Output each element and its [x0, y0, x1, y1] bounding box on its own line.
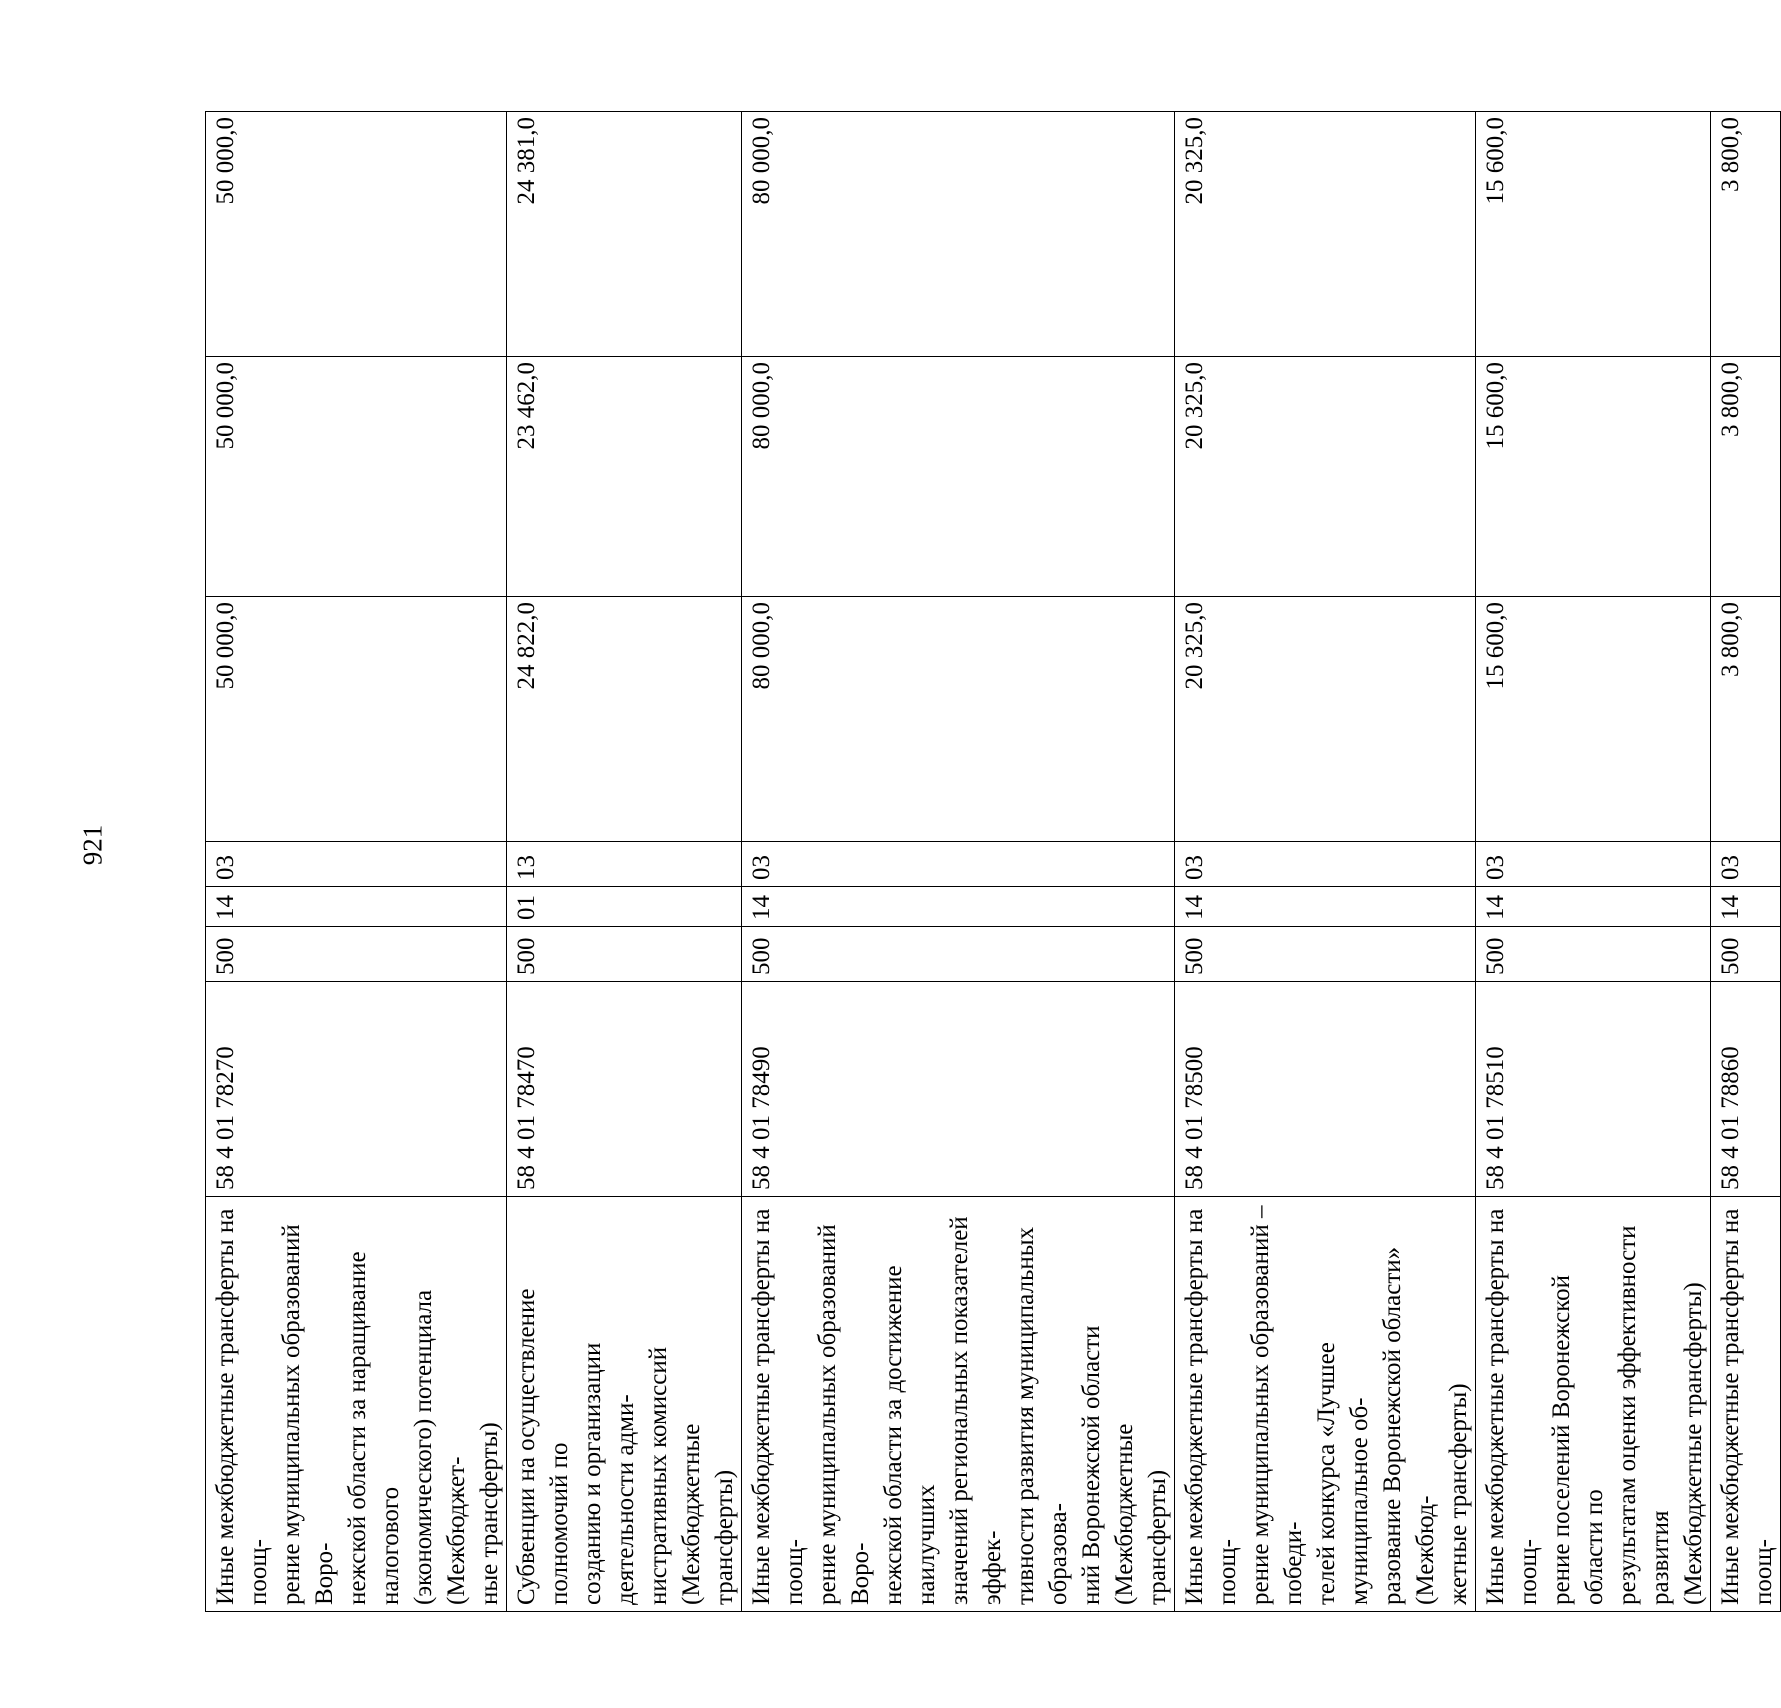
row-amount-year-2: 80 000,0 [742, 357, 1175, 597]
row-description: Иные межбюджетные трансферты на поощ- рение муниципальных образований – победи- телей конкурса «Лучшее муниципальное об- разование Воронежской области» (Межбюд- жетные трансферты) [1175, 1197, 1476, 1612]
row-amount-year-2: 50 000,0 [206, 357, 507, 597]
row-amount-year-1: 80 000,0 [742, 597, 1175, 842]
row-target-code: 58 4 01 78470 [507, 982, 742, 1197]
table-row [507, 112, 742, 1612]
row-razdel: 14 [1175, 887, 1476, 927]
row-description: Иные межбюджетные трансферты на поощ- [1711, 1197, 1781, 1612]
row-expense-group: 500 [1476, 927, 1711, 982]
row-target-code: 58 4 01 78490 [742, 982, 1175, 1197]
row-podrazdel: 03 [742, 842, 1175, 887]
row-expense-group: 500 [206, 927, 507, 982]
row-amount-year-3: 50 000,0 [206, 112, 507, 357]
row-expense-group: 500 [507, 927, 742, 982]
row-podrazdel: 03 [1711, 842, 1781, 887]
row-amount-year-3: 15 600,0 [1476, 112, 1711, 357]
row-razdel: 14 [742, 887, 1175, 927]
row-amount-year-3: 20 325,0 [1175, 112, 1476, 357]
row-amount-year-3: 80 000,0 [742, 112, 1175, 357]
table-row [742, 112, 1175, 1612]
row-expense-group: 500 [1711, 927, 1781, 982]
row-podrazdel: 03 [206, 842, 507, 887]
table-row [1476, 112, 1711, 1612]
table-row [206, 112, 507, 1612]
row-podrazdel: 03 [1476, 842, 1711, 887]
row-amount-year-1: 20 325,0 [1175, 597, 1476, 842]
row-podrazdel: 03 [1175, 842, 1476, 887]
row-amount-year-3: 3 800,0 [1711, 112, 1781, 357]
row-podrazdel: 13 [507, 842, 742, 887]
row-amount-year-1: 24 822,0 [507, 597, 742, 842]
budget-table [205, 111, 1781, 1612]
row-amount-year-2: 15 600,0 [1476, 357, 1711, 597]
row-amount-year-3: 24 381,0 [507, 112, 742, 357]
row-description: Субвенции на осуществление полномочий по созданию и организации деятельности адми- нистративных комиссий (Межбюджетные трансферты) [507, 1197, 742, 1612]
row-expense-group: 500 [742, 927, 1175, 982]
row-razdel: 14 [1711, 887, 1781, 927]
row-amount-year-1: 50 000,0 [206, 597, 507, 842]
row-razdel: 14 [1476, 887, 1711, 927]
row-target-code: 58 4 01 78860 [1711, 982, 1781, 1197]
row-target-code: 58 4 01 78270 [206, 982, 507, 1197]
row-description: Иные межбюджетные трансферты на поощ- рение муниципальных образований Воро- нежской области за достижение наилучших значений региональных показателей эффек- тивности развития муниципальных образова- ний Воронежской области (Межбюджетные трансферты) [742, 1197, 1175, 1612]
row-amount-year-2: 20 325,0 [1175, 357, 1476, 597]
page-number: 921 [77, 824, 108, 866]
table-row [1175, 112, 1476, 1612]
row-amount-year-2: 3 800,0 [1711, 357, 1781, 597]
row-amount-year-1: 15 600,0 [1476, 597, 1711, 842]
row-description: Иные межбюджетные трансферты на поощ- рение поселений Воронежской области по результатам оценки эффективности развития (Межбюджетные трансферты) [1476, 1197, 1711, 1612]
row-expense-group: 500 [1175, 927, 1476, 982]
row-target-code: 58 4 01 78510 [1476, 982, 1711, 1197]
table-body [206, 112, 1781, 1612]
row-target-code: 58 4 01 78500 [1175, 982, 1476, 1197]
row-amount-year-2: 23 462,0 [507, 357, 742, 597]
row-amount-year-1: 3 800,0 [1711, 597, 1781, 842]
rotated-table-container [205, 112, 1777, 1612]
row-razdel: 01 [507, 887, 742, 927]
table-row [1711, 112, 1781, 1612]
row-razdel: 14 [206, 887, 507, 927]
row-description: Иные межбюджетные трансферты на поощ- рение муниципальных образований Воро- нежской области за наращивание налогового (экономического) потенциала (Межбюджет- ные трансферты) [206, 1197, 507, 1612]
